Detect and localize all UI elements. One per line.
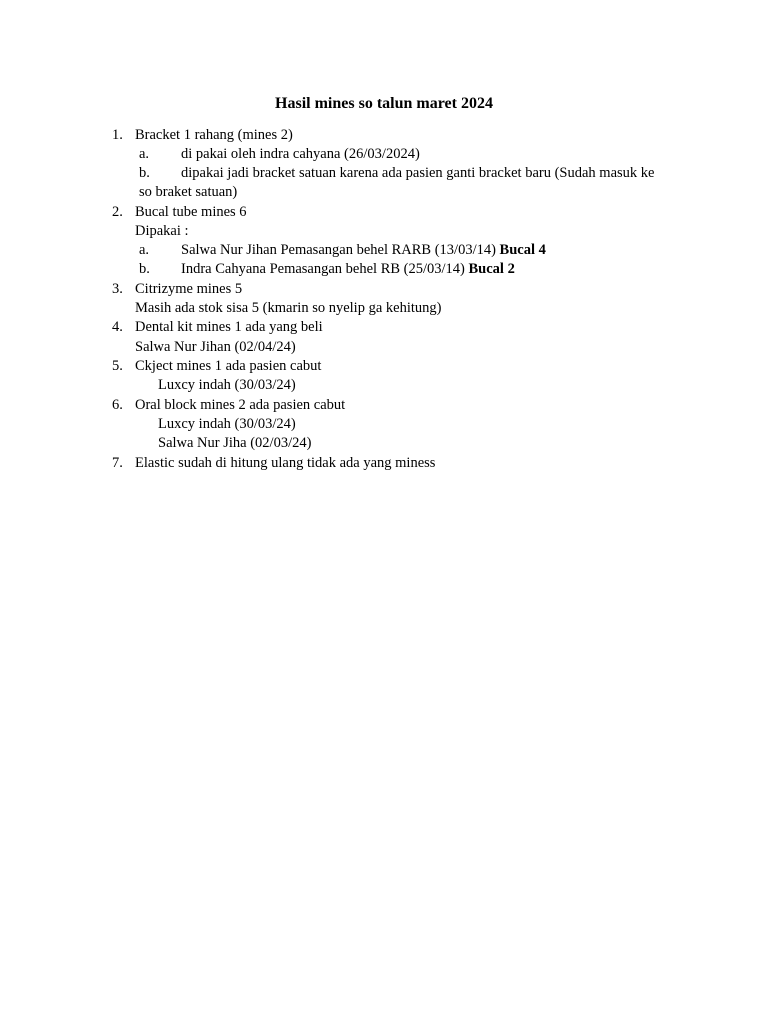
- item-text: Bucal tube mines 6: [135, 204, 247, 220]
- subitem-text: Salwa Nur Jihan Pemasangan behel RARB (13/03/14) Bucal 4: [181, 242, 546, 258]
- item-number: 5.: [112, 358, 123, 374]
- item-number: 2.: [112, 204, 123, 220]
- item-note: Luxcy indah (30/03/24): [158, 377, 296, 393]
- document-title: Hasil mines so talun maret 2024: [275, 95, 493, 112]
- subitem-bold: Bucal 4: [499, 242, 546, 258]
- item-text: Bracket 1 rahang (mines 2): [135, 127, 293, 143]
- item-note: Salwa Nur Jihan (02/04/24): [135, 339, 296, 355]
- item-note: Luxcy indah (30/03/24): [158, 416, 296, 432]
- item-note: Dipakai :: [135, 223, 189, 239]
- subitem-letter: b.: [139, 165, 150, 181]
- subitem-bold: Bucal 2: [468, 261, 515, 277]
- item-text: Dental kit mines 1 ada yang beli: [135, 319, 323, 335]
- item-number: 4.: [112, 319, 123, 335]
- item-number: 1.: [112, 127, 123, 143]
- subitem-text: di pakai oleh indra cahyana (26/03/2024): [181, 146, 420, 162]
- item-text: Oral block mines 2 ada pasien cabut: [135, 397, 346, 413]
- subitem-letter: b.: [139, 261, 150, 277]
- item-number: 7.: [112, 455, 123, 471]
- item-number: 3.: [112, 281, 123, 297]
- subitem-text: Indra Cahyana Pemasangan behel RB (25/03/14) Bucal 2: [181, 261, 515, 277]
- item-text: Citrizyme mines 5: [135, 281, 243, 297]
- item-text: Ckject mines 1 ada pasien cabut: [135, 358, 322, 374]
- item-text: Elastic sudah di hitung ulang tidak ada yang miness: [135, 455, 436, 471]
- item-note: Masih ada stok sisa 5 (kmarin so nyelip ga kehitung): [135, 300, 442, 316]
- subitem-text: dipakai jadi bracket satuan karena ada pasien ganti bracket baru (Sudah masuk ke: [181, 165, 655, 181]
- subitem-continuation: so braket satuan): [139, 184, 238, 200]
- subitem-letter: a.: [139, 242, 150, 258]
- item-note: Salwa Nur Jiha (02/03/24): [158, 435, 312, 451]
- item-number: 6.: [112, 397, 123, 413]
- subitem-letter: a.: [139, 146, 150, 162]
